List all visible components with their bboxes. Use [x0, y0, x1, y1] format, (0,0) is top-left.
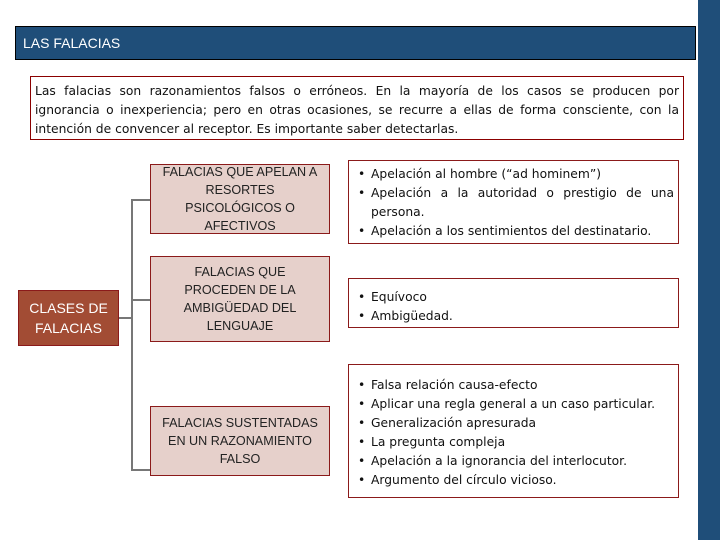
- list-item: • Falsa relación causa-efecto: [353, 376, 674, 395]
- list-box-ambiguedad-lenguaje: [348, 278, 679, 328]
- branch-connector-1: [131, 199, 150, 201]
- list-item: • Generalización apresurada: [353, 414, 674, 433]
- branch-label-1: FALACIAS QUE APELAN A RESORTES PSICOLÓGICOS O AFECTIVOS: [162, 165, 318, 233]
- sidebar-strip: [698, 0, 720, 540]
- title-bar: [15, 26, 696, 60]
- list-item: • Ambigüedad.: [353, 307, 674, 326]
- list-item: • Apelación al hombre (“ad hominem”): [353, 165, 674, 184]
- branch-label-3: FALACIAS SUSTENTADAS EN UN RAZONAMIENTO FALSO: [162, 416, 318, 466]
- list-box-razonamiento-falso: [348, 364, 679, 498]
- list-box-resortes-psicologicos: [348, 160, 679, 244]
- branch-label-2: FALACIAS QUE PROCEDEN DE LA AMBIGÜEDAD DEL LENGUAJE: [183, 265, 297, 333]
- list-item: • Aplicar una regla general a un caso particular.: [353, 395, 674, 414]
- list-item: • Apelación a la autoridad o prestigio de una persona.: [353, 184, 674, 222]
- list-item: • Argumento del círculo vicioso.: [353, 471, 674, 490]
- list-item: • Equívoco: [353, 288, 674, 307]
- intro-paragraph: Las falacias son razonamientos falsos o erróneos. En la mayoría de los casos se producen por ignorancia o inexperiencia; pero en otras ocasiones, se recurre a ellas de forma consciente, con la intención de convencer al receptor. Es importante saber detectarlas.: [30, 76, 684, 140]
- branch-box-resortes-psicologicos: [150, 164, 330, 234]
- list-item: • Apelación a los sentimientos del destinatario.: [353, 222, 674, 241]
- root-box-clases-de-falacias: [18, 290, 119, 346]
- branch-connector-2: [131, 299, 150, 301]
- branch-box-ambiguedad-lenguaje: [150, 256, 330, 342]
- list-item: • La pregunta compleja: [353, 433, 674, 452]
- tree-trunk: [131, 199, 133, 470]
- branch-box-razonamiento-falso: [150, 406, 330, 476]
- root-label: CLASES DE FALACIAS: [29, 300, 108, 336]
- root-connector: [119, 317, 131, 319]
- page-title: LAS FALACIAS: [23, 35, 121, 51]
- branch-connector-3: [131, 469, 150, 471]
- list-item: • Apelación a la ignorancia del interlocutor.: [353, 452, 674, 471]
